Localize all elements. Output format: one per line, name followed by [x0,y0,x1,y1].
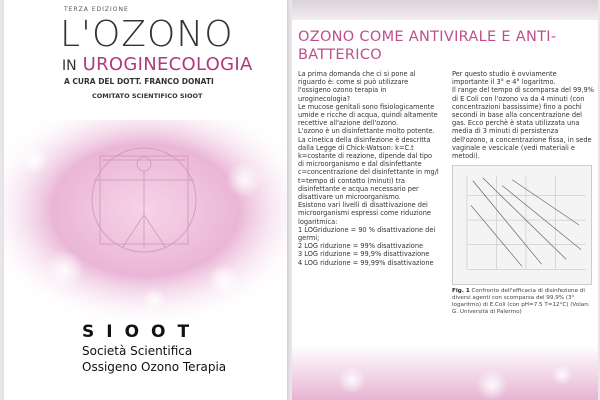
article-page [292,0,598,400]
paragraph: L'ozono è un disinfettante molto potente. [298,127,435,136]
page-header-band [292,0,598,20]
paragraph: Esistono vari livelli di disattivazione dei microorganismi espressi come riduzione logaritmica: [298,201,431,226]
article-heading: OZONO COME ANTIVIRALE E ANTI-BATTERICO [298,29,557,63]
figure-caption [452,288,594,316]
book-title: L'OZONO [60,14,234,55]
paragraph: 4 LOG riduzione = 99,99% disattivazione [298,258,434,267]
org-name-line1: Società Scientifica [82,344,193,358]
edition-label: TERZA EDIZIONE [64,6,129,13]
article-left-column [298,70,440,267]
org-abbreviation: SIOOT [82,322,202,342]
article-right-column [452,70,594,160]
paragraph: La prima domanda che ci si pone al riguardo è: come si può utilizzare l'ossigeno ozono terapia in uroginecologia? [298,70,416,103]
paragraph: t=tempo di contatto (minuti) tra disinfettante e acqua necessario per disattivare un microorganismo. [298,176,419,202]
paragraph: La cinetica della disinfezione è descritta dalla Legge di Chick-Watson: k=C.t [298,135,431,152]
paragraph: Il range del tempo di scomparsa del 99,9% di E Coli con l'ozono va da 4 minuti (con concentrazioni bassissime) fino a pochi secondi in base alla concentrazione del gas. Ecco perchè è stata utilizzata una media di 3 minuti di persistenza dell'ozono, a concentrazione fissa, in sede vaginale e vescicale (vedi materiali e metodi). [452,86,594,161]
figure-caption-text: Confronto dell'efficacia di disinfezione di diversi agenti con scomparsa del 99,9% (3° logaritmo) di E.Coli (con pH=7.5 T=12°C) (Volan: G. Università di Palermo) [452,288,590,315]
subtitle-main: UROGINECOLOGIA [82,54,253,75]
vitruvian-illustration [4,120,287,320]
paragraph: Per questo studio è ovviamente importante il 3° e 4° logaritmo. [452,70,557,87]
figure-label: Fig. 1 [452,288,470,294]
curator-line: A CURA DEL DOTT. FRANCO DONATI [64,77,214,86]
figure-chart [452,165,592,285]
paragraph: 1 LOGriduzione = 90 % disattivazione dei germi; [298,225,436,243]
paragraph: c=concentrazione del disinfettante in mg/l [298,168,439,177]
page-footer-band [292,345,598,400]
org-name-line2: Ossigeno Ozono Terapia [82,360,227,374]
paragraph: 3 LOG riduzione = 99,9% disattivazione [298,250,430,259]
committee-line: COMITATO SCIENTIFICO SIOOT [92,92,203,100]
subtitle-prefix: IN [62,58,77,74]
book-cover [4,0,287,400]
paragraph: k=costante di reazione, dipende dal tipo di microorganismo e dal disinfettante [298,152,433,169]
paragraph: Le mucose genitali sono fisiologicamente umide e ricche di acqua, quindi altamente recettive all'azione dell'ozono. [298,102,438,128]
book-subtitle [62,54,253,75]
paragraph: 2 LOG riduzione = 99% disattivazione [298,242,424,251]
